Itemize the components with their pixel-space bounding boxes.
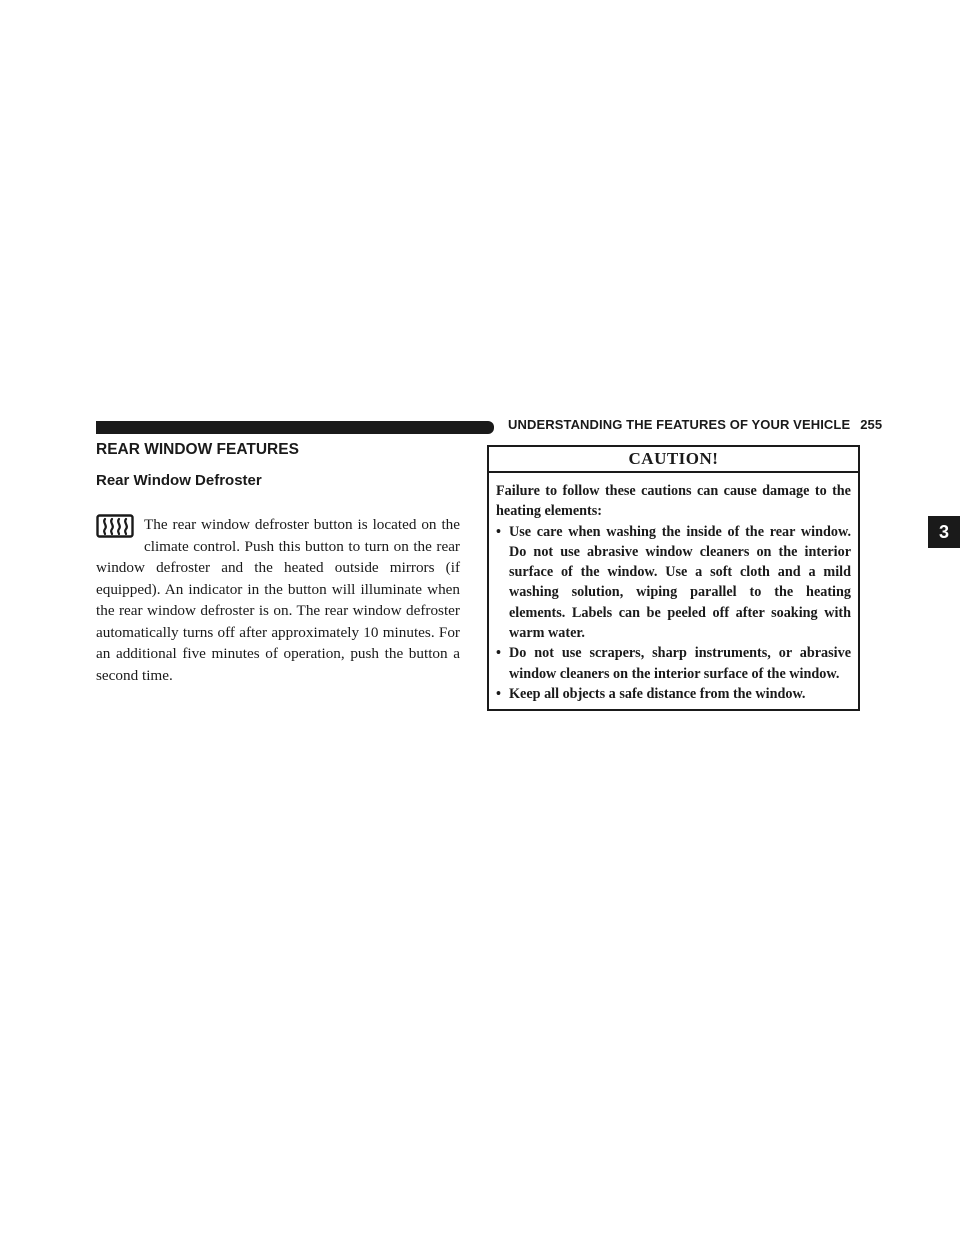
icon-spacer bbox=[96, 514, 144, 554]
running-header bbox=[508, 417, 882, 432]
caution-item: • Do not use scrapers, sharp instruments, or abrasive window cleaners on the interior surface of the window. bbox=[496, 643, 851, 684]
caution-box bbox=[487, 445, 860, 711]
section-heading: REAR WINDOW FEATURES bbox=[96, 441, 299, 458]
caution-item: • Use care when washing the inside of the rear window. Do not use abrasive window cleaners on the interior surface of the window. Use a soft cloth and a mild washing solution, wiping parallel to the heating elements. Labels can be peeled off after soaking with warm water. bbox=[496, 522, 851, 644]
caution-intro: Failure to follow these cautions can cause damage to the heating elements: bbox=[496, 483, 851, 520]
header-bar bbox=[96, 421, 494, 434]
caution-list bbox=[496, 522, 851, 705]
defroster-body-text bbox=[96, 514, 460, 686]
chapter-title: UNDERSTANDING THE FEATURES OF YOUR VEHICLE bbox=[508, 417, 851, 432]
subsection-heading: Rear Window Defroster bbox=[96, 472, 262, 489]
page-number: 255 bbox=[860, 417, 883, 432]
chapter-tab: 3 bbox=[928, 516, 960, 548]
caution-body bbox=[489, 473, 858, 704]
caution-item: • Keep all objects a safe distance from the window. bbox=[496, 684, 851, 704]
defroster-paragraph: The rear window defroster button is located on the climate control. Push this button to turn on the rear window defroster and the heated outside mirrors (if equipped). An indicator in the button will illuminate when the rear window defroster is on. The rear window defroster automatically turns off after approximately 10 minutes. For an additional five minutes of operation, push the button a second time. bbox=[96, 516, 460, 684]
caution-title: CAUTION! bbox=[489, 447, 858, 473]
